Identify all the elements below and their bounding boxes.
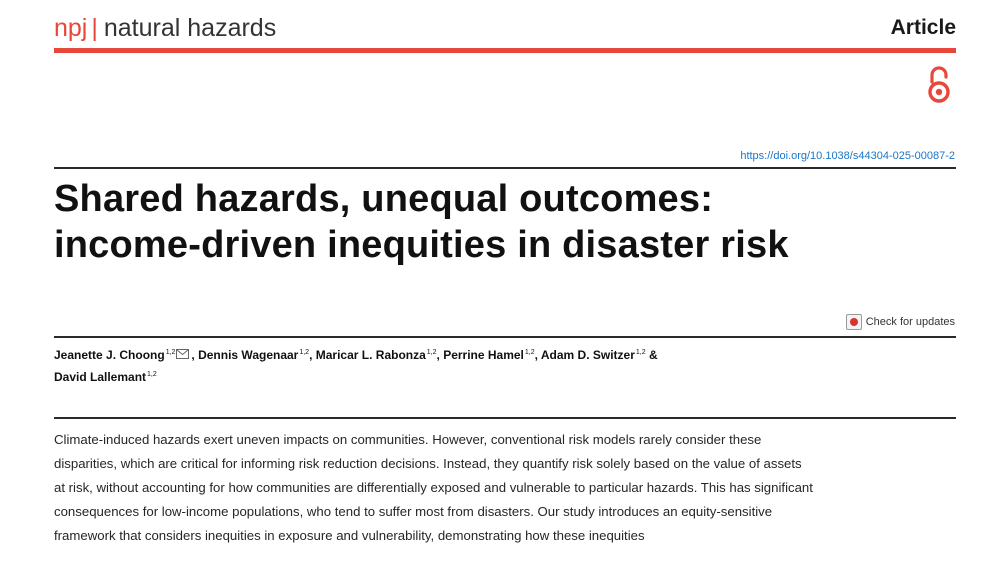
author-name: Dennis Wagenaar bbox=[198, 348, 299, 362]
author-separator: , bbox=[309, 348, 316, 362]
abstract-divider bbox=[54, 417, 956, 419]
author[interactable] bbox=[198, 348, 316, 362]
doi-divider bbox=[54, 167, 956, 169]
check-for-updates-button[interactable] bbox=[846, 314, 955, 330]
author-affiliation: 1,2 bbox=[426, 349, 437, 356]
author-affiliation: 1,2 bbox=[147, 371, 157, 378]
article-title bbox=[54, 176, 954, 268]
author[interactable] bbox=[54, 348, 198, 362]
author-name: Adam D. Switzer bbox=[540, 348, 635, 362]
authors-top-divider bbox=[54, 336, 956, 338]
author-name: Jeanette J. Choong bbox=[54, 348, 165, 362]
journal-header bbox=[54, 12, 956, 46]
author-separator: , bbox=[191, 348, 199, 362]
journal-name: natural hazards bbox=[103, 14, 277, 42]
author-name: Maricar L. Rabonza bbox=[315, 348, 426, 362]
journal-prefix: npj bbox=[54, 14, 88, 42]
check-for-updates-icon bbox=[846, 314, 862, 330]
doi-link[interactable]: https://doi.org/10.1038/s44304-025-00087-2 bbox=[740, 150, 955, 162]
author-separator: , bbox=[436, 348, 444, 362]
author-separator: & bbox=[645, 348, 658, 362]
author[interactable] bbox=[541, 348, 658, 362]
author[interactable] bbox=[443, 348, 541, 362]
author[interactable] bbox=[54, 370, 157, 384]
title-line-2: income-driven inequities in disaster risk bbox=[54, 224, 789, 266]
author-affiliation: 1,2 bbox=[635, 349, 646, 356]
email-icon[interactable] bbox=[176, 349, 189, 359]
author-affiliation: 1,2 bbox=[299, 349, 310, 356]
open-access-icon bbox=[922, 64, 956, 104]
author-name: Perrine Hamel bbox=[443, 348, 524, 362]
article-type-label: Article bbox=[890, 16, 956, 39]
check-for-updates-label: Check for updates bbox=[865, 316, 955, 328]
title-line-1: Shared hazards, unequal outcomes: bbox=[54, 178, 714, 220]
journal-title[interactable] bbox=[54, 12, 276, 44]
author[interactable] bbox=[316, 348, 443, 362]
author-affiliation: 1,2 bbox=[524, 349, 535, 356]
abstract-text: Climate-induced hazards exert uneven impacts on communities. However, conventional risk models rarely consider these disparities, which are critical for informing risk reduction decisions. Instead, they quantify risk solely based on the value of assets at risk, without accounting for how communities are differentially exposed and vulnerable to particular hazards. This has significant consequences for low-income populations, who tend to suffer most from disasters. Our study introduces an equity-sensitive framework that considers inequities in exposure and vulnerability, demonstrating how these inequities bbox=[54, 432, 813, 543]
journal-separator: | bbox=[91, 14, 98, 42]
header-divider bbox=[54, 48, 956, 53]
author-list bbox=[54, 343, 954, 387]
author-name: David Lallemant bbox=[54, 370, 147, 384]
author-separator: , bbox=[534, 348, 541, 362]
author-affiliation: 1,2 bbox=[165, 349, 176, 356]
